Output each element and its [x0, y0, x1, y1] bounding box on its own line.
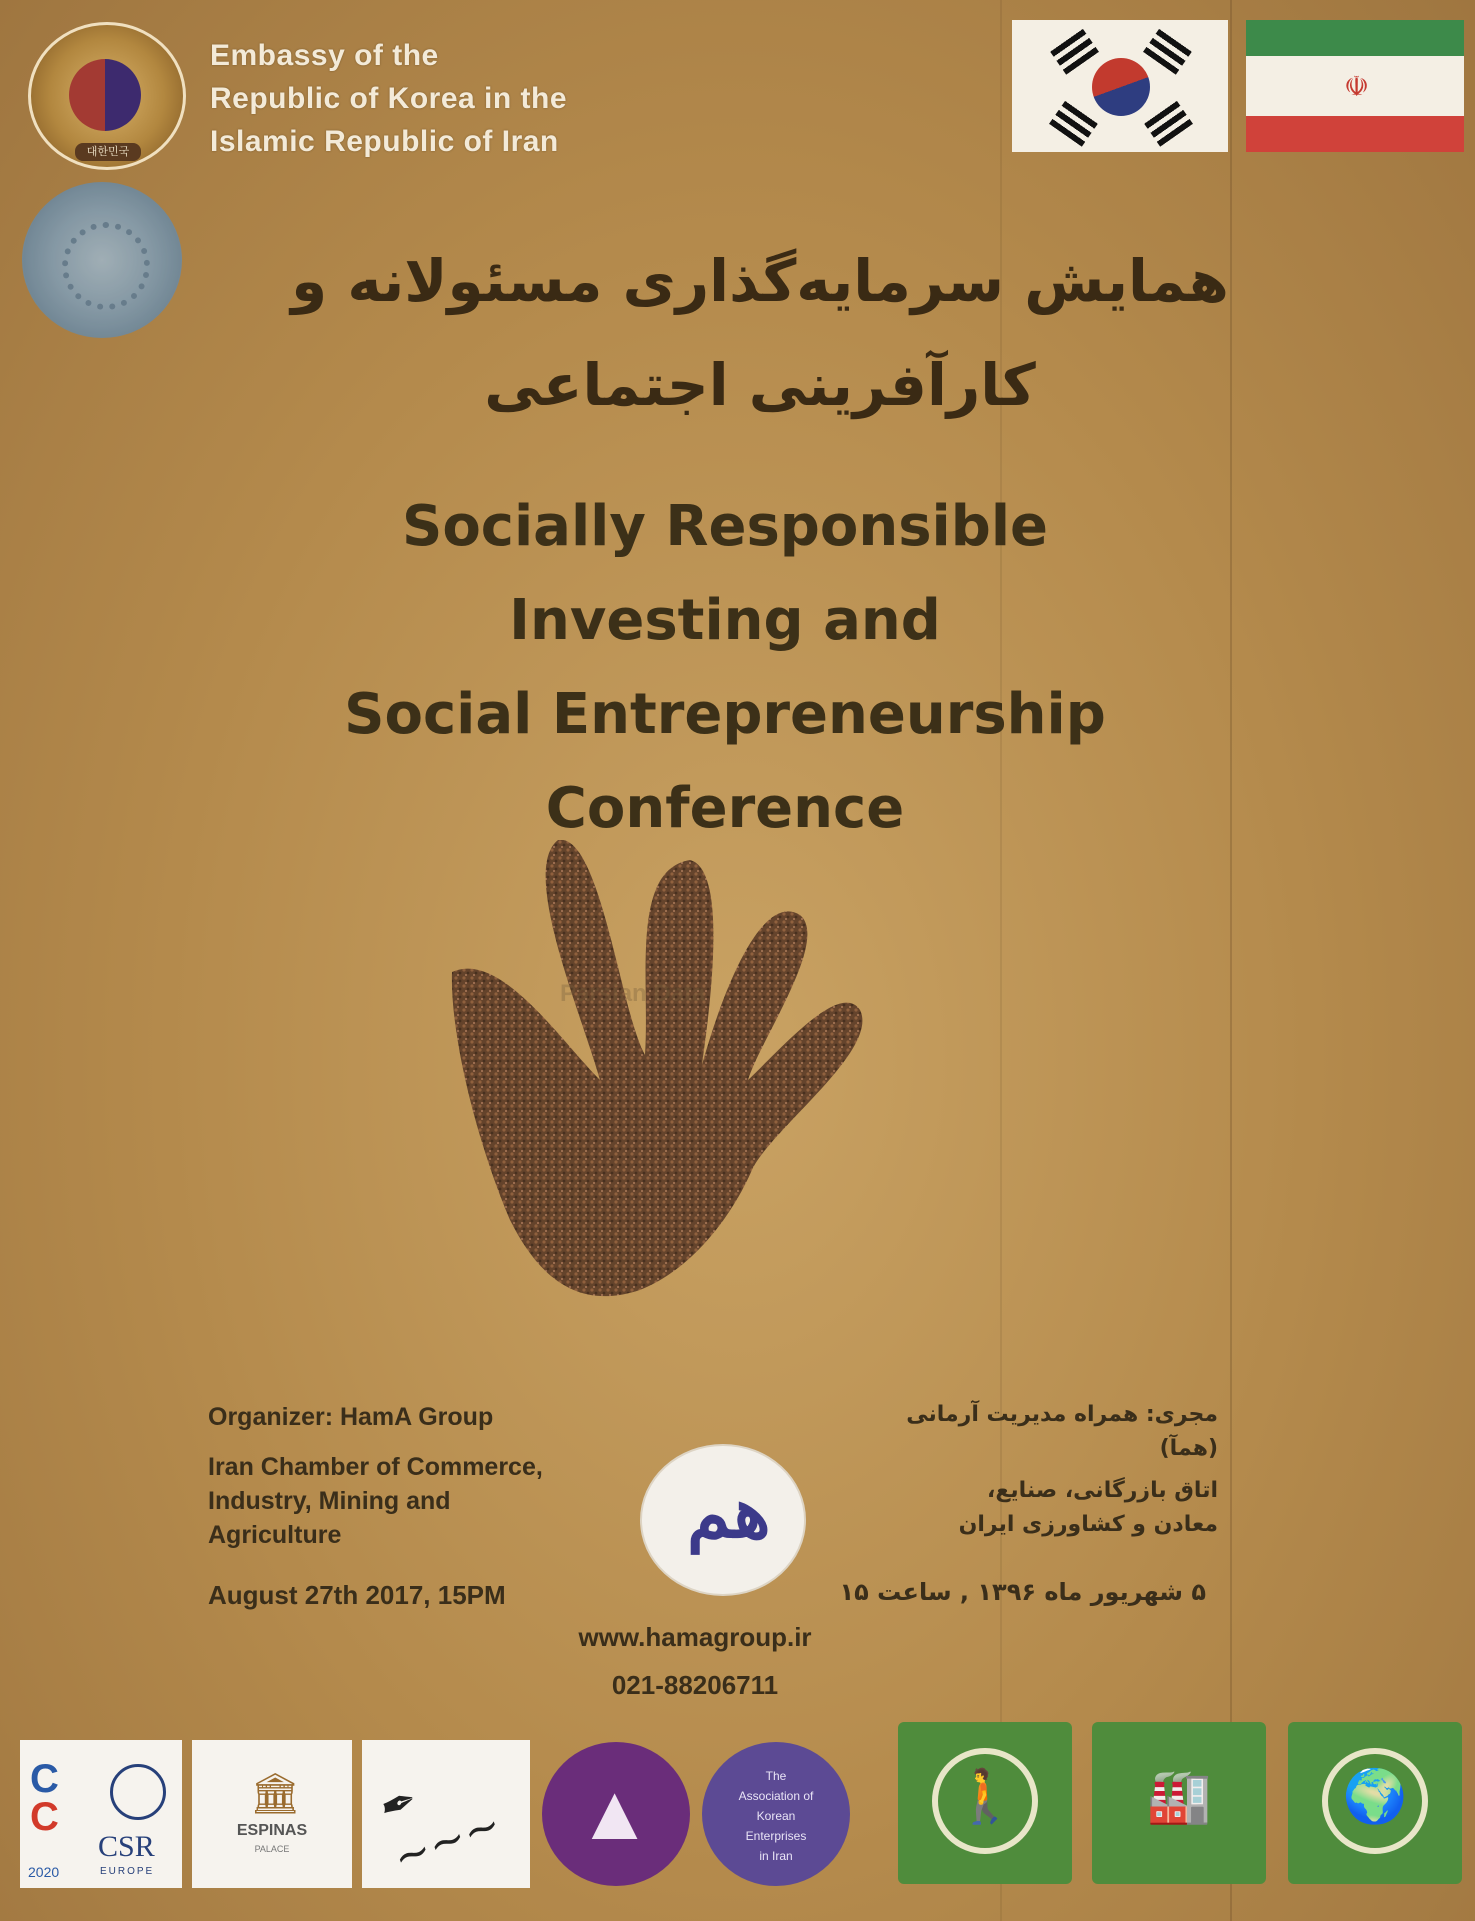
title-en-line: Socially Responsible	[401, 494, 1049, 559]
espinas-label: ESPINAS	[236, 1822, 308, 1839]
event-date-en: August 27th 2017, 15PM	[208, 1580, 506, 1610]
csr-europe-logo	[20, 1740, 182, 1888]
espinas-sub: PALACE	[254, 1844, 290, 1854]
title-en-line: Investing and	[509, 588, 941, 653]
title-en-line: Social Entrepreneurship	[344, 682, 1106, 747]
organizer-info	[208, 1400, 543, 1552]
hama-logo-mark: هم	[687, 1471, 771, 1554]
phone-number: 021-88206711	[611, 1670, 779, 1700]
event-date-fa: ۵ شهریور ماه ۱۳۹۶ , ساعت ۱۵	[839, 1578, 1206, 1606]
association-name	[716, 1766, 836, 1866]
association-line: in Iran	[759, 1849, 793, 1863]
trigram-icon	[1143, 99, 1193, 147]
chamber-line: Industry, Mining and	[208, 1487, 451, 1515]
organizer-info-fa	[900, 1398, 1218, 1542]
korea-flag-icon	[1012, 20, 1228, 152]
globe-glyph: 🌍	[1342, 1768, 1408, 1826]
triangle-logo	[542, 1742, 690, 1886]
globe-gear-icon	[1288, 1722, 1462, 1884]
crowd-hand-illustration	[430, 840, 990, 1360]
iran-flag-icon	[1246, 20, 1464, 152]
taeguk-seal-center	[69, 59, 141, 131]
csr-sub: EUROPE	[100, 1866, 155, 1877]
chamber-line: Iran Chamber of Commerce,	[208, 1453, 543, 1481]
seal-caption: 대한민국	[75, 143, 141, 161]
embassy-line: Embassy of the	[210, 39, 439, 72]
iran-emblem-icon: ☫	[1344, 71, 1370, 102]
association-line: Association of	[738, 1789, 814, 1803]
columns-icon: 🏛	[250, 1772, 301, 1816]
iran-chamber-seal-icon	[22, 182, 182, 338]
climber-icon	[898, 1722, 1072, 1884]
watermark: Parsian Data	[560, 980, 706, 1007]
title-en-line: Conference	[545, 776, 905, 841]
chamber-line: Agriculture	[208, 1521, 342, 1549]
title-en	[200, 480, 1250, 856]
flag-stripe-green	[1246, 20, 1464, 56]
trigram-icon	[1143, 27, 1193, 75]
executor-label-fa: مجری: همراه مدیریت آرمانی (همآ)	[906, 1402, 1218, 1461]
flag-stripe-red	[1246, 116, 1464, 152]
korean-enterprises-association-logo	[702, 1742, 850, 1886]
csr-year: 2020	[28, 1864, 60, 1880]
embassy-name	[210, 34, 567, 163]
korea-embassy-seal-icon	[28, 22, 186, 170]
calligraphy-mark-icon: ✒ ~~~	[369, 1775, 508, 1885]
taeguk-icon	[1092, 58, 1150, 116]
factory-glyph: 🏭	[1146, 1768, 1212, 1826]
enterprise-2020-mark: C C	[30, 1757, 59, 1839]
association-line: The	[765, 1769, 787, 1783]
embassy-line: Islamic Republic of Iran	[210, 125, 559, 158]
calligraphy-logo	[362, 1740, 530, 1888]
embassy-line: Republic of Korea in the	[210, 82, 568, 115]
triangle-icon: ▲	[576, 1768, 654, 1856]
climber-glyph: 🚶	[952, 1768, 1018, 1826]
hama-group-logo	[640, 1444, 806, 1596]
chamber-line-fa: معادن و کشاورزی ایران	[958, 1512, 1218, 1537]
association-line: Korean	[756, 1809, 796, 1823]
trigram-icon	[1049, 99, 1099, 147]
organizer-label: Organizer: HamA Group	[208, 1403, 494, 1431]
espinas-palace-logo	[192, 1740, 352, 1888]
factory-icon	[1092, 1722, 1266, 1884]
chamber-line-fa: اتاق بازرگانی، صنایع،	[987, 1478, 1218, 1503]
trigram-icon	[1049, 27, 1099, 75]
title-fa-line: همایش سرمایه‌گذاری مسئولانه و	[291, 247, 1229, 315]
association-line: Enterprises	[745, 1829, 807, 1843]
website-link[interactable]: www.hamagroup.ir	[578, 1622, 812, 1652]
title-fa-line: کارآفرینی اجتماعی	[484, 351, 1036, 419]
csr-label: CSR	[98, 1830, 155, 1863]
globe-icon	[110, 1764, 166, 1820]
